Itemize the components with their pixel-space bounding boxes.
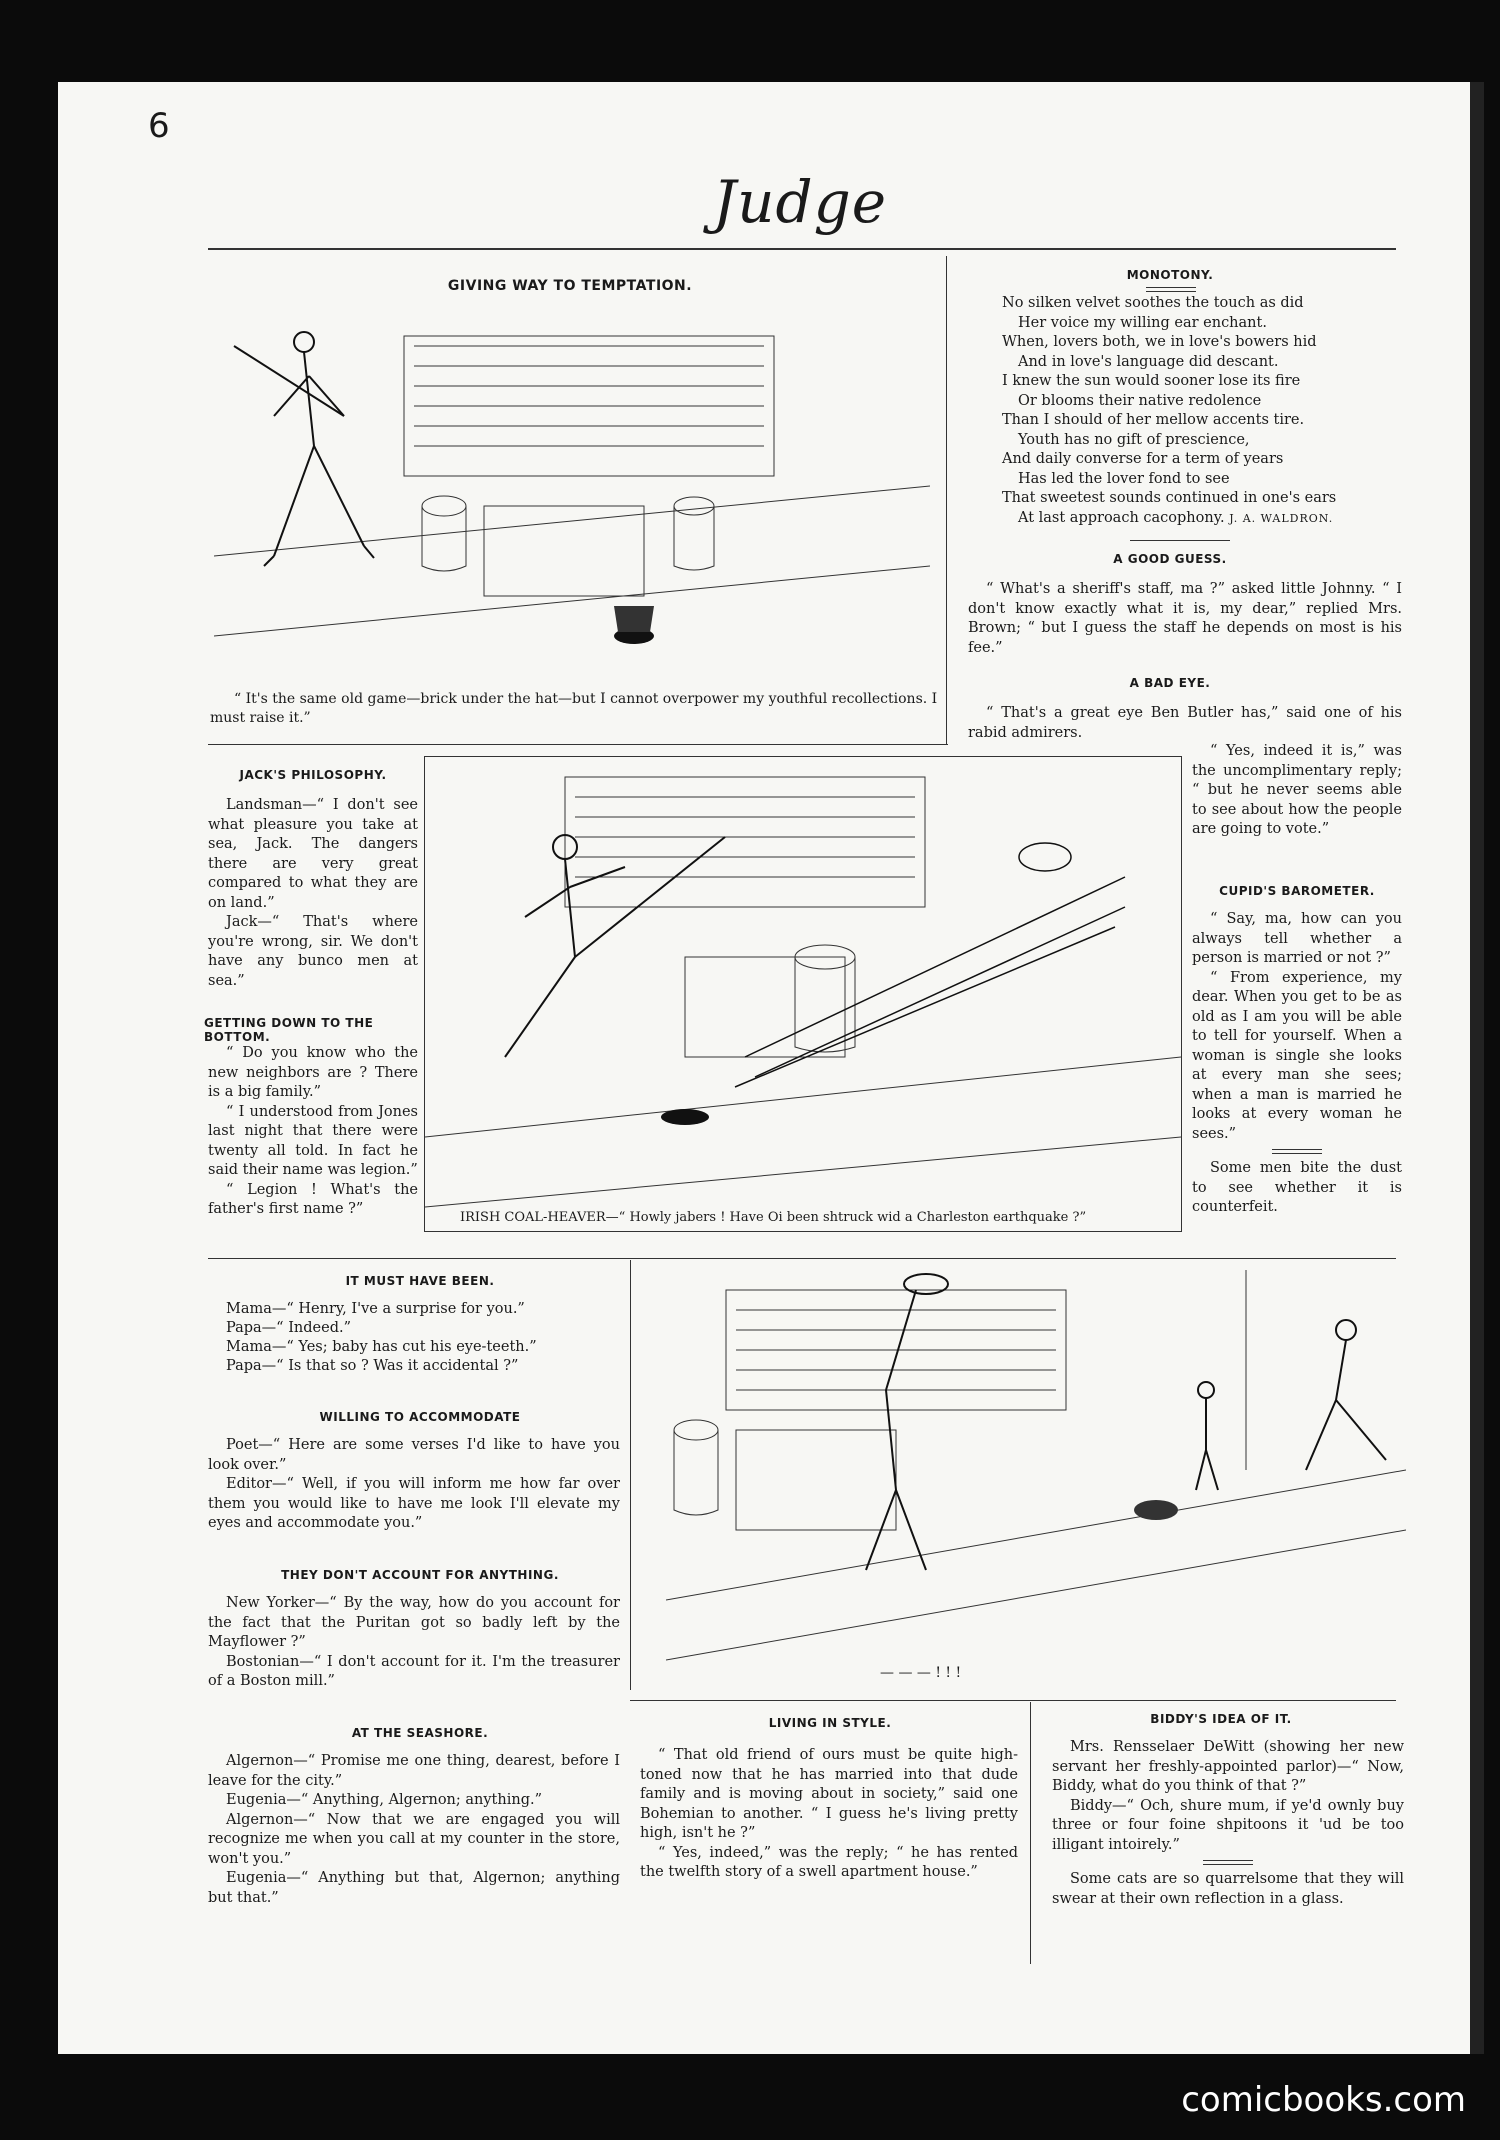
title-underline bbox=[1146, 287, 1196, 292]
dialog-line: Papa—“ Indeed.” bbox=[226, 1320, 352, 1336]
header-rule bbox=[208, 248, 1396, 250]
column-rule-1 bbox=[946, 256, 947, 744]
biddy-para: Some cats are so quarrelsome that they will swear at their own reflection in a glass. bbox=[1052, 1871, 1404, 1907]
dialog-line: Papa—“ Is that so ? Was it accidental ?” bbox=[226, 1358, 519, 1374]
poem-line: And daily converse for a term of years bbox=[1002, 451, 1284, 467]
poem-line: No silken velvet soothes the touch as did bbox=[1002, 295, 1304, 311]
coal-heaver-illustration bbox=[424, 756, 1182, 1232]
coal-heaver-caption: IRISH COAL-HEAVER—“ Howly jabers ! Have Oi been shtruck wid a Charleston earthquake ?” bbox=[460, 1210, 1087, 1225]
cupid-para: “ From experience, my dear. When you get to be as old as I am you will be able to tell for yourself. When a woman is single she looks at every man she sees; when a man is married he looks at every woman he sees.” bbox=[1192, 969, 1402, 1142]
monotony-poem bbox=[1002, 294, 1402, 528]
poem-line: When, lovers both, we in love's bowers hid bbox=[1002, 334, 1317, 350]
poem-author: J. A. WALDRON. bbox=[1229, 511, 1334, 525]
bad-eye-text2 bbox=[1192, 742, 1402, 840]
getting-down-para: “ Legion ! What's the father's first name ?” bbox=[208, 1181, 418, 1217]
willing-title: WILLING TO ACCOMMODATE bbox=[319, 1410, 521, 1424]
column-rule-3 bbox=[1030, 1702, 1031, 1964]
poem-last-line: At last approach cacophony. bbox=[1018, 509, 1225, 526]
cupids-barometer-title: CUPID'S BAROMETER. bbox=[1219, 884, 1375, 898]
watermark: comicbooks.com bbox=[1181, 2080, 1466, 2120]
seashore-para: Eugenia—“ Anything, Algernon; anything.” bbox=[226, 1792, 542, 1808]
seashore-title: AT THE SEASHORE. bbox=[351, 1726, 489, 1740]
separator bbox=[1203, 1860, 1253, 1865]
living-style-text bbox=[640, 1746, 1018, 1883]
seashore-para: Algernon—“ Promise me one thing, dearest, before I leave for the city.” bbox=[208, 1753, 620, 1789]
page-number: 6 bbox=[148, 106, 170, 146]
dont-account-title: THEY DON'T ACCOUNT FOR ANYTHING. bbox=[281, 1568, 559, 1582]
page-edge-shadow bbox=[1470, 82, 1484, 2054]
bad-eye-para: “ Yes, indeed it is,” was the uncomplimentary reply; “ but he never seems able to see about how the people are going to vote.” bbox=[1192, 743, 1402, 837]
getting-down-para: “ Do you know who the new neighbors are ? There is a big family.” bbox=[208, 1045, 418, 1100]
dont-account-para: New Yorker—“ By the way, how do you account for the fact that the Puritan got so badly left by the Mayflower ?” bbox=[208, 1595, 620, 1650]
living-style-para: “ That old friend of ours must be quite high-toned now that he has married into that dude family and is moving about in society,” said one Bohemian to another. “ I guess he's living pretty high, isn't he ?” bbox=[640, 1747, 1018, 1841]
poem-line: Her voice my willing ear enchant. bbox=[1018, 314, 1267, 331]
separator bbox=[1272, 1149, 1322, 1154]
cupid-para: “ Say, ma, how can you always tell whether a person is married or not ?” bbox=[1192, 911, 1402, 966]
poem-line: And in love's language did descant. bbox=[1018, 353, 1279, 370]
bad-eye-para: “ That's a great eye Ben Butler has,” said one of his rabid admirers. bbox=[968, 705, 1402, 741]
willing-para: Editor—“ Well, if you will inform me how far over them you would like to have me look I'll elevate my eyes and accommodate you.” bbox=[208, 1476, 620, 1531]
biddy-para: Mrs. Rensselaer DeWitt (showing her new servant her freshly-appointed parlor)—“ Now, Biddy, what do you think of that ?” bbox=[1052, 1739, 1404, 1794]
seashore-para: Eugenia—“ Anything but that, Algernon; anything but that.” bbox=[208, 1870, 620, 1906]
getting-down-text bbox=[208, 1044, 418, 1220]
good-guess-para: “ What's a sheriff's staff, ma ?” asked little Johnny. “ I don't know exactly what it is, my dear,” replied Mrs. Brown; “ but I guess the staff he depends on most is his fee.” bbox=[968, 581, 1402, 656]
poem-line: That sweetest sounds continued in one's ears bbox=[1002, 490, 1337, 506]
living-style-para: “ Yes, indeed,” was the reply; “ he has rented the twelfth story of a swell apartment house.” bbox=[640, 1844, 1018, 1880]
dont-account-text bbox=[208, 1594, 620, 1692]
giving-way-illustration bbox=[214, 306, 930, 682]
bad-eye-text1 bbox=[968, 704, 1402, 743]
living-style-title: LIVING IN STYLE. bbox=[768, 1716, 892, 1730]
good-guess-title: A GOOD GUESS. bbox=[1113, 552, 1227, 566]
jacks-philosophy-title: JACK'S PHILOSOPHY. bbox=[239, 768, 387, 782]
masthead-logo: Judge bbox=[712, 168, 888, 236]
jacks-philosophy-text bbox=[208, 796, 418, 991]
jack-para: Jack—“ That's where you're wrong, sir. We don't have any bunco men at sea.” bbox=[208, 914, 418, 989]
separator bbox=[1130, 540, 1230, 541]
column-rule-2 bbox=[630, 1260, 631, 1690]
seashore-para: Algernon—“ Now that we are engaged you will recognize me when you call at my counter in the store, won't you.” bbox=[208, 1811, 620, 1867]
section-rule-2 bbox=[208, 1258, 1396, 1259]
third-cartoon-caption: — — — ! ! ! bbox=[880, 1665, 962, 1681]
must-have-been-title: IT MUST HAVE BEEN. bbox=[345, 1274, 495, 1288]
poem-line: Youth has no gift of prescience, bbox=[1018, 431, 1250, 448]
willing-para: Poet—“ Here are some verses I'd like to have you look over.” bbox=[208, 1437, 620, 1473]
section-rule-1 bbox=[208, 744, 948, 745]
biddy-title: BIDDY'S IDEA OF IT. bbox=[1150, 1712, 1292, 1726]
jack-para: Landsman—“ I don't see what pleasure you take at sea, Jack. The dangers there are very great compared to what they are on land.” bbox=[208, 797, 418, 911]
giving-way-title: GIVING WAY TO TEMPTATION. bbox=[447, 278, 693, 294]
cupid-para: Some men bite the dust to see whether it is counterfeit. bbox=[1192, 1160, 1402, 1215]
dialog-line: Mama—“ Yes; baby has cut his eye-teeth.” bbox=[226, 1339, 537, 1355]
biddy-para: Biddy—“ Och, shure mum, if ye'd ownly buy three or four foine shpitoons it 'ud be too illigant intoirely.” bbox=[1052, 1797, 1404, 1853]
third-cartoon-illustration bbox=[666, 1270, 1406, 1670]
must-have-been-text bbox=[226, 1300, 626, 1376]
poem-line: I knew the sun would sooner lose its fire bbox=[1002, 373, 1301, 389]
dont-account-para: Bostonian—“ I don't account for it. I'm the treasurer of a Boston mill.” bbox=[208, 1653, 620, 1689]
willing-text bbox=[208, 1436, 620, 1534]
dialog-line: Mama—“ Henry, I've a surprise for you.” bbox=[226, 1301, 525, 1317]
seashore-text bbox=[208, 1752, 620, 1908]
section-rule-3 bbox=[630, 1700, 1396, 1701]
poem-line: Has led the lover fond to see bbox=[1018, 470, 1230, 487]
giving-way-caption: “ It's the same old game—brick under the hat—but I cannot overpower my youthful recollections. I must raise it.” bbox=[210, 691, 938, 726]
biddy-text bbox=[1052, 1738, 1404, 1909]
getting-down-para: “ I understood from Jones last night that there were twenty all told. In fact he said their name was legion.” bbox=[208, 1103, 418, 1178]
bad-eye-title: A BAD EYE. bbox=[1129, 676, 1211, 690]
getting-down-title: GETTING DOWN TO THE BOTTOM. bbox=[204, 1016, 374, 1044]
good-guess-text bbox=[968, 580, 1402, 658]
poem-line bbox=[1002, 509, 1402, 529]
poem-line: Or blooms their native redolence bbox=[1018, 392, 1262, 409]
cupids-barometer-text bbox=[1192, 910, 1402, 1218]
monotony-title: MONOTONY. bbox=[1126, 268, 1214, 282]
poem-line: Than I should of her mellow accents tire. bbox=[1002, 412, 1305, 428]
